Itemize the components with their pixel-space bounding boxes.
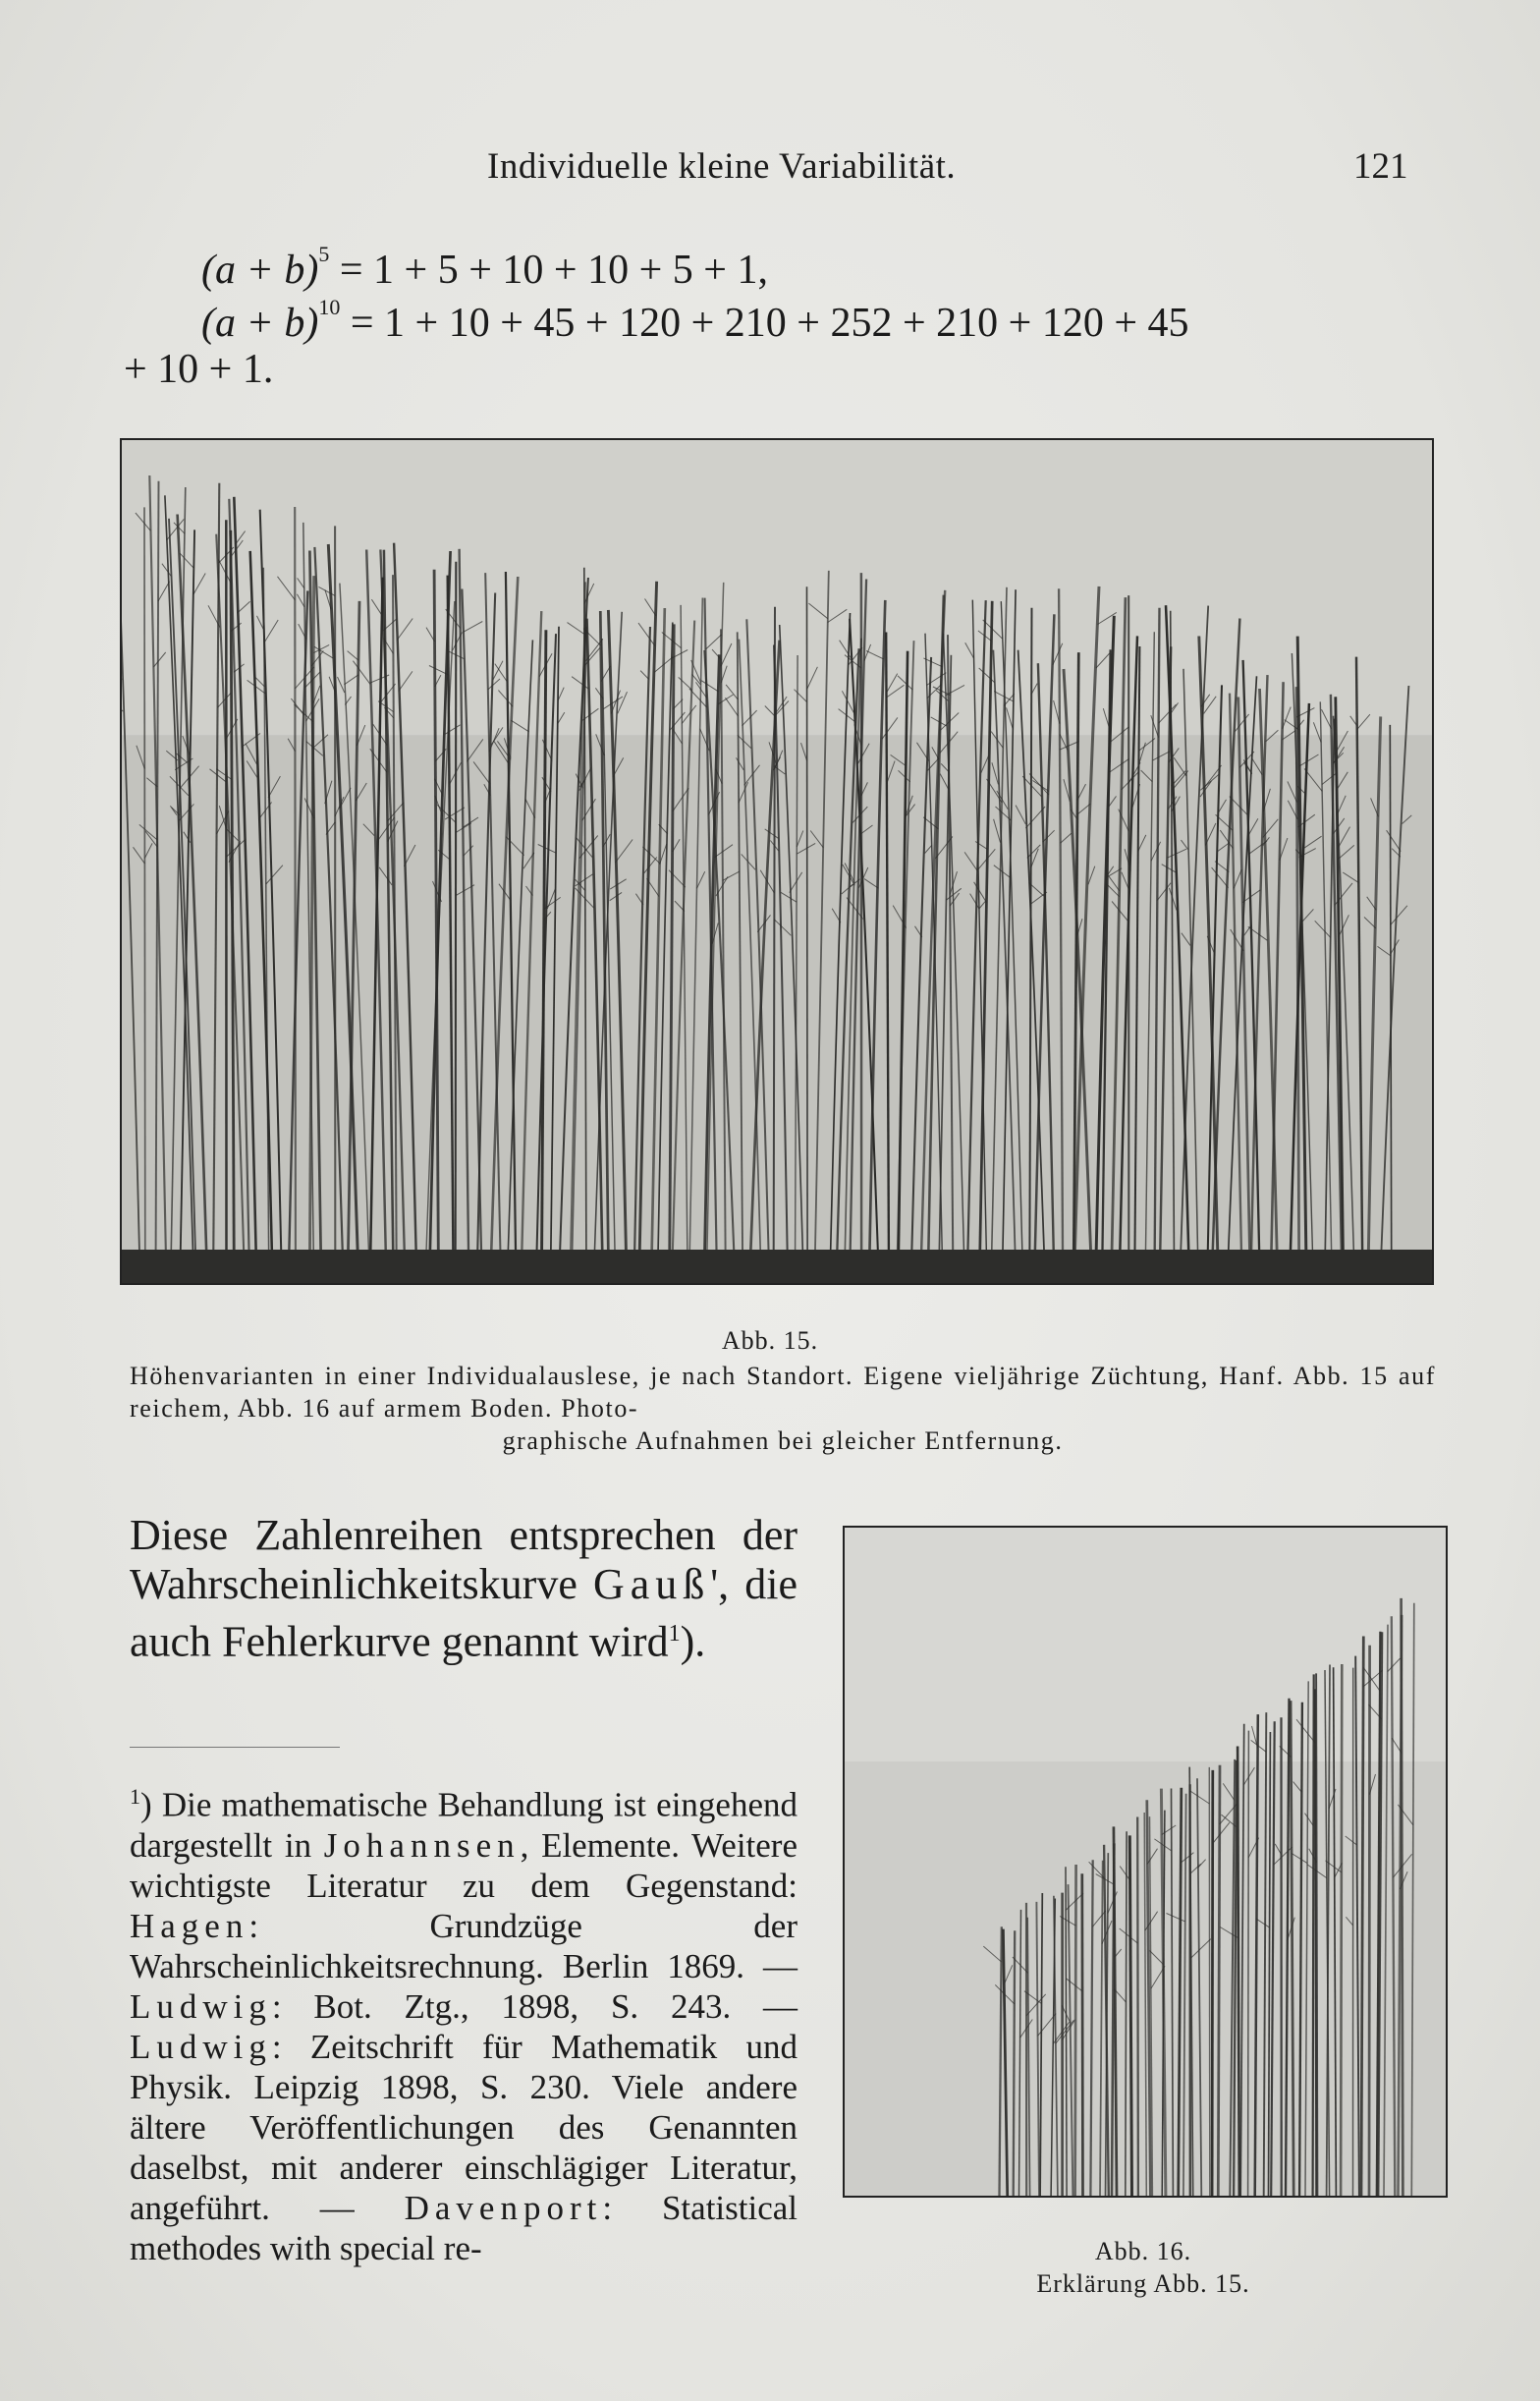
formula-1-rhs: = 1 + 5 + 10 + 10 + 5 + 1, — [329, 248, 768, 293]
footnote-reference[interactable]: 1 — [668, 1621, 681, 1647]
figure-15-caption-line2: graphische Aufnahmen bei gleicher Entfernung. — [502, 1426, 1064, 1455]
figure-15-caption-line1: Höhenvarianten in einer Individualauslese, je nach Standort. Eigene vieljährige Züchtung, Hanf. Abb. 15 auf reichem, Abb. 16 auf armem Boden. Photo- — [130, 1362, 1436, 1423]
body-text-b: ', die auch Fehlerkurve genannt wird — [130, 1560, 798, 1666]
footnote-author-hagen: Hagen — [130, 1906, 249, 1945]
formula-2-rhs: = 1 + 10 + 45 + 120 + 210 + 252 + 210 + 120 + 45 — [340, 301, 1189, 346]
formula-continuation: + 10 + 1. — [124, 347, 274, 392]
photo-content — [845, 1528, 1446, 2196]
formula-1-exponent: 5 — [318, 242, 330, 266]
footnote-text-3: : Grundzüge der Wahrscheinlichkeitsrechnung. Berlin 1869. — — [130, 1906, 798, 1985]
footnote-author-ludwig-1: Ludwig — [130, 1986, 272, 2026]
footnote — [130, 1776, 798, 2268]
footnote-text-2: , Elemente. Weitere wichtigste Literatur zu dem Gegenstand: — [130, 1825, 798, 1905]
figure-15-caption — [130, 1360, 1436, 1457]
footnote-marker: 1 — [130, 1784, 140, 1809]
photo-hemp-poor-soil — [843, 1526, 1448, 2198]
figure-16-label: Abb. 16. — [1094, 2237, 1192, 2265]
footnote-author-ludwig-2: Ludwig — [130, 2027, 272, 2066]
footnote-text-1: ) Die mathematische Behandlung ist eingehend dargestellt in — [130, 1785, 798, 1865]
photo-hemp-rich-soil — [120, 438, 1434, 1285]
formula-binomial-10 — [201, 295, 1189, 347]
footnote-text-6: : Statistical methodes with special re- — [130, 2188, 798, 2267]
figure-16-caption: Erklärung Abb. 15. — [1036, 2269, 1250, 2298]
body-name-gauss: Gauß — [592, 1560, 711, 1608]
body-paragraph — [130, 1511, 798, 1667]
figure-15-label: Abb. 15. — [721, 1326, 819, 1355]
footnote-divider — [130, 1747, 340, 1748]
photo-content — [122, 440, 1432, 1283]
footnote-author-davenport: Davenport — [404, 2188, 603, 2227]
hemp-stalks-image-16 — [845, 1528, 1446, 2196]
footnote-text-4: : Bot. Ztg., 1898, S. 243. — — [271, 1986, 798, 2026]
running-head: Individuelle kleine Variabilität. — [487, 146, 957, 187]
page-number: 121 — [1353, 146, 1408, 187]
footnote-author-johannsen: Johannsen — [323, 1825, 521, 1865]
formula-1-lhs: (a + b) — [201, 248, 319, 293]
footnote-text-5: : Zeitschrift für Mathematik und Physik. Leipzig 1898, S. 230. Viele andere ältere Veröffentlichungen des Genannten daselbst, mit anderer einschlägiger Literatur, angeführt. — — [130, 2027, 798, 2227]
hemp-stalks-image-15 — [122, 440, 1432, 1283]
body-text-a: Diese Zahlenreihen entsprechen der Wahrscheinlichkeitskurve — [130, 1511, 798, 1608]
formula-2-lhs: (a + b) — [201, 301, 319, 346]
formula-2-exponent: 10 — [318, 295, 341, 319]
formula-binomial-5 — [201, 242, 768, 294]
body-text-c: ). — [680, 1617, 706, 1666]
